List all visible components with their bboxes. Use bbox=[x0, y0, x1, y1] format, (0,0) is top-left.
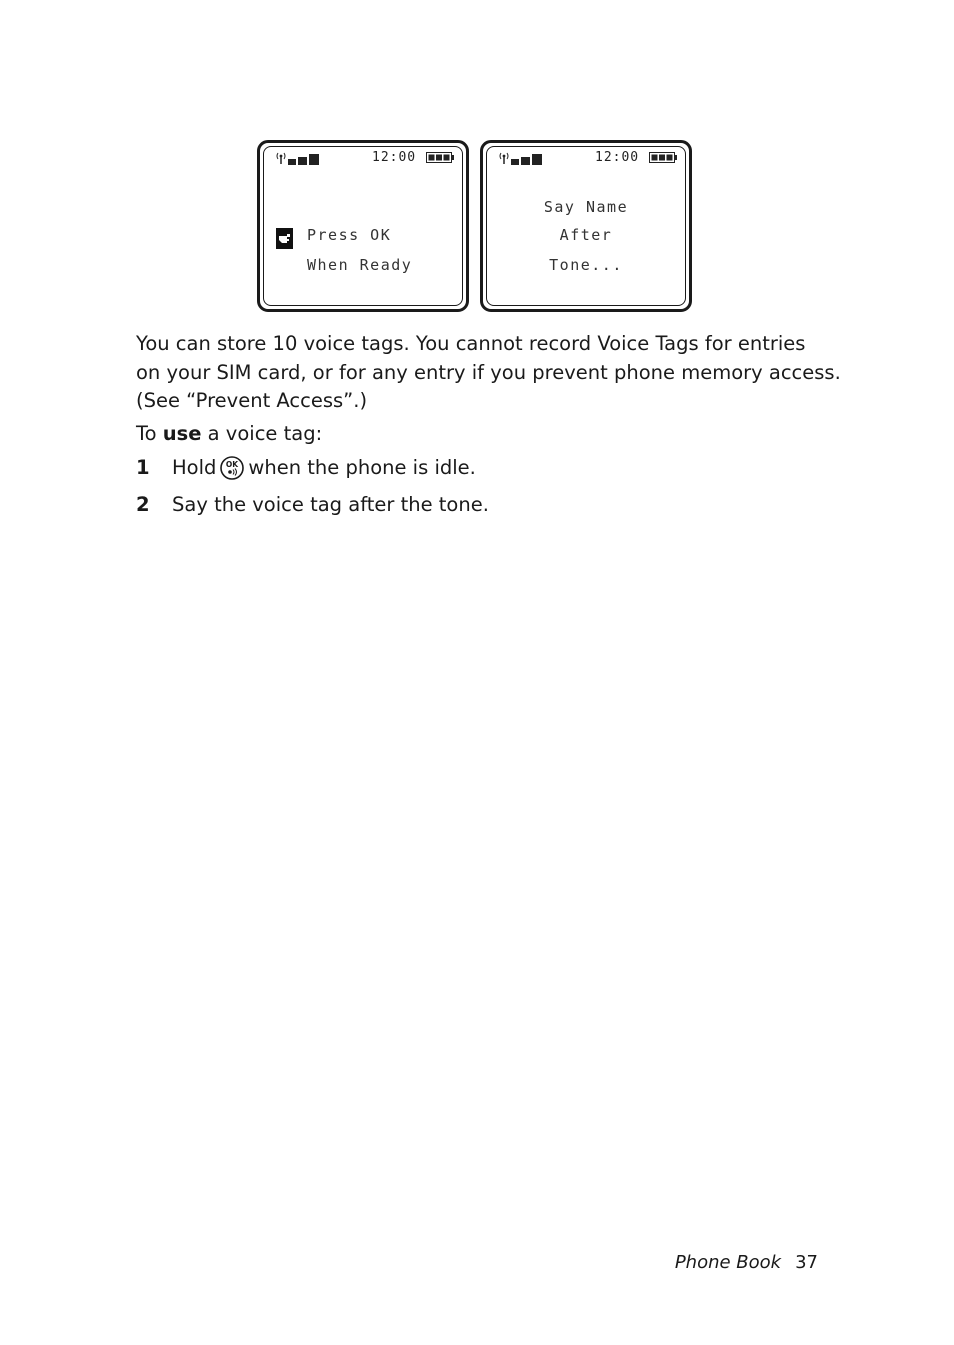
signal-strength-icon bbox=[288, 154, 320, 165]
lcd-line: Tone... bbox=[549, 256, 623, 274]
signal-strength-icon bbox=[511, 154, 543, 165]
lcd-line: Press OK bbox=[307, 226, 392, 244]
phone-screen-say-name bbox=[480, 140, 692, 312]
battery-icon bbox=[426, 152, 454, 163]
step-text-after: when the phone is idle. bbox=[248, 456, 476, 479]
step-text bbox=[172, 456, 476, 480]
page-footer bbox=[675, 1252, 818, 1273]
lcd-line: Say Name bbox=[543, 198, 629, 216]
instruction-prefix: To bbox=[136, 422, 163, 445]
ok-pointer-icon bbox=[276, 228, 293, 249]
ok-voice-key-icon bbox=[220, 456, 244, 480]
clock: 12:00 bbox=[372, 150, 417, 165]
phone-screen-illustrations bbox=[257, 140, 697, 315]
battery-icon bbox=[649, 152, 677, 163]
paragraph-line: (See “Prevent Access”.) bbox=[136, 389, 368, 412]
clock: 12:00 bbox=[595, 150, 640, 165]
footer-section: Phone Book bbox=[674, 1252, 782, 1273]
paragraph-line: on your SIM card, or for any entry if you prevent phone memory access. bbox=[136, 361, 841, 384]
lcd-line: When Ready bbox=[307, 256, 413, 274]
antenna-icon bbox=[499, 152, 509, 164]
lcd-line: After bbox=[559, 226, 613, 244]
step-number: 2 bbox=[136, 493, 150, 516]
step-number: 1 bbox=[136, 456, 150, 479]
paragraph-line: You can store 10 voice tags. You cannot record Voice Tags for entries bbox=[136, 332, 806, 355]
instruction-line bbox=[136, 419, 322, 448]
status-bar bbox=[272, 151, 450, 165]
instruction-bold: use bbox=[162, 422, 202, 445]
phone-screen-press-ok bbox=[257, 140, 469, 312]
step-text: Say the voice tag after the tone. bbox=[172, 493, 489, 516]
antenna-icon bbox=[276, 152, 286, 164]
status-bar bbox=[495, 151, 673, 165]
svg-text:OK: OK bbox=[226, 460, 239, 469]
instruction-suffix: a voice tag: bbox=[201, 422, 323, 445]
step-text-before: Hold bbox=[172, 456, 217, 479]
page-number: 37 bbox=[795, 1252, 818, 1273]
